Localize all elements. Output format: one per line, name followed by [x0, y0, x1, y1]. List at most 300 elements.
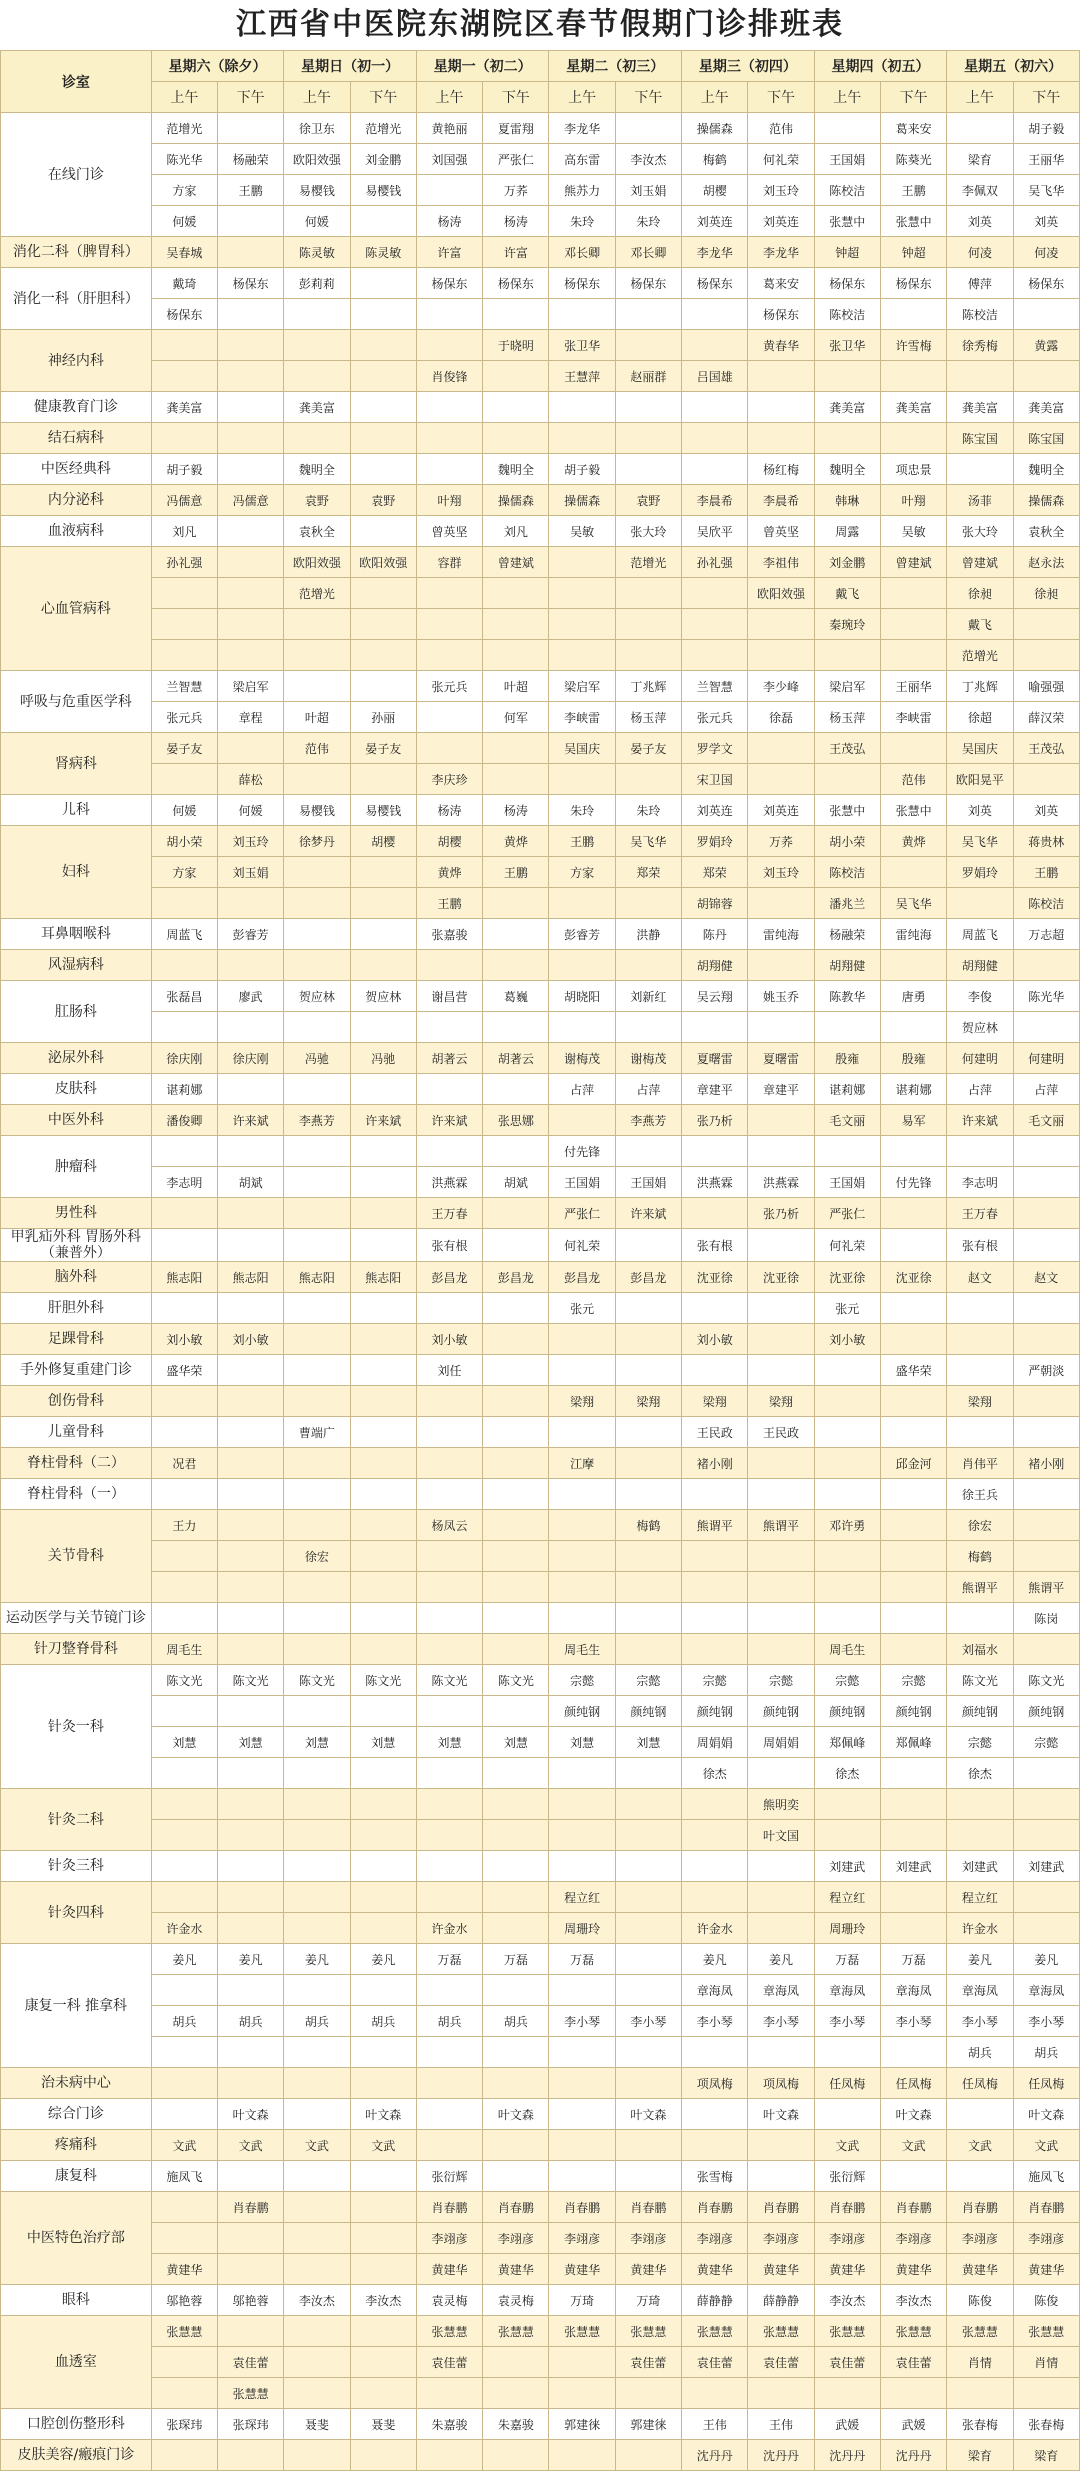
schedule-row	[1, 423, 1080, 454]
doctor-cell	[1013, 1324, 1079, 1355]
doctor-cell: 郭建徕	[549, 2409, 615, 2440]
doctor-cell: 谢昌营	[416, 981, 482, 1012]
doctor-cell: 杨融荣	[217, 144, 283, 175]
doctor-cell	[350, 1012, 416, 1043]
doctor-cell	[350, 1479, 416, 1510]
doctor-cell: 褚小刚	[682, 1448, 748, 1479]
day-header: 星期六（除夕）	[151, 51, 284, 82]
doctor-cell	[217, 1448, 283, 1479]
doctor-cell	[483, 1510, 549, 1541]
doctor-cell: 章海凤	[682, 1975, 748, 2006]
doctor-cell: 何媛	[284, 206, 350, 237]
doctor-cell	[284, 1136, 350, 1167]
doctor-cell: 李翊彦	[615, 2223, 681, 2254]
doctor-cell: 颜纯钢	[1013, 1696, 1079, 1727]
doctor-cell: 肖春鹏	[682, 2192, 748, 2223]
doctor-cell	[880, 1510, 946, 1541]
doctor-cell	[151, 2068, 217, 2099]
doctor-cell: 盛华荣	[880, 1355, 946, 1386]
dept-name: 脑外科	[1, 1262, 152, 1293]
doctor-cell: 张有根	[416, 1229, 482, 1262]
doctor-cell: 袁秋全	[284, 516, 350, 547]
doctor-cell	[748, 392, 814, 423]
doctor-cell: 黄建华	[151, 2254, 217, 2285]
doctor-cell: 易军	[880, 1105, 946, 1136]
doctor-cell: 王万春	[416, 1198, 482, 1229]
doctor-cell	[350, 2254, 416, 2285]
doctor-cell: 叶超	[284, 702, 350, 733]
doctor-cell: 严张仁	[483, 144, 549, 175]
doctor-cell: 刘新红	[615, 981, 681, 1012]
doctor-cell	[483, 1136, 549, 1167]
doctor-cell: 熊谓平	[1013, 1572, 1079, 1603]
doctor-cell: 李龙华	[549, 113, 615, 144]
doctor-cell	[483, 2130, 549, 2161]
dept-name: 皮肤美容/瘢痕门诊	[1, 2440, 152, 2471]
doctor-cell: 沈亚徐	[880, 1262, 946, 1293]
doctor-cell: 刘小敏	[682, 1324, 748, 1355]
doctor-cell: 陈文光	[1013, 1665, 1079, 1696]
doctor-cell	[814, 113, 880, 144]
doctor-cell	[350, 1167, 416, 1198]
doctor-cell	[284, 1198, 350, 1229]
doctor-cell	[682, 330, 748, 361]
doctor-cell	[151, 361, 217, 392]
doctor-cell	[814, 361, 880, 392]
doctor-cell	[549, 2037, 615, 2068]
doctor-cell: 丁兆辉	[947, 671, 1013, 702]
doctor-cell: 姜凡	[284, 1944, 350, 1975]
doctor-cell: 彭睿芳	[549, 919, 615, 950]
doctor-cell: 张大玲	[947, 516, 1013, 547]
dept-name: 消化一科（肝胆科）	[1, 268, 152, 330]
pm-header: 下午	[748, 82, 814, 113]
doctor-cell: 文武	[947, 2130, 1013, 2161]
doctor-cell	[217, 1882, 283, 1913]
doctor-cell	[151, 888, 217, 919]
doctor-cell	[1013, 1820, 1079, 1851]
doctor-cell	[814, 1417, 880, 1448]
doctor-cell: 黄建华	[947, 2254, 1013, 2285]
dept-name: 在线门诊	[1, 113, 152, 237]
doctor-cell: 任凤梅	[880, 2068, 946, 2099]
doctor-cell: 邬艳蓉	[151, 2285, 217, 2316]
doctor-cell: 梁翔	[549, 1386, 615, 1417]
doctor-cell	[549, 2161, 615, 2192]
doctor-cell: 何建明	[1013, 1043, 1079, 1074]
doctor-cell: 杨涛	[483, 795, 549, 826]
doctor-cell	[416, 1975, 482, 2006]
doctor-cell: 张春梅	[1013, 2409, 1079, 2440]
doctor-cell	[151, 578, 217, 609]
doctor-cell: 郑佩峰	[814, 1727, 880, 1758]
doctor-cell: 宗懿	[880, 1665, 946, 1696]
doctor-cell	[217, 2223, 283, 2254]
doctor-cell	[748, 1136, 814, 1167]
doctor-cell	[748, 2161, 814, 2192]
schedule-row	[1, 1198, 1080, 1229]
doctor-cell	[483, 640, 549, 671]
doctor-cell	[350, 1851, 416, 1882]
doctor-cell: 李小琴	[947, 2006, 1013, 2037]
doctor-cell	[416, 2099, 482, 2130]
doctor-cell	[615, 330, 681, 361]
schedule-row	[1, 1043, 1080, 1074]
doctor-cell: 姜凡	[682, 1944, 748, 1975]
schedule-row	[1, 671, 1080, 702]
doctor-cell: 刘慧	[350, 1727, 416, 1758]
doctor-cell	[217, 1603, 283, 1634]
pm-header: 下午	[1013, 82, 1079, 113]
schedule-row	[1, 1727, 1080, 1758]
doctor-cell	[880, 609, 946, 640]
doctor-cell	[483, 764, 549, 795]
doctor-cell: 张元兵	[151, 702, 217, 733]
doctor-cell: 何礼荣	[549, 1229, 615, 1262]
doctor-cell: 杨凤云	[416, 1510, 482, 1541]
doctor-cell	[483, 1229, 549, 1262]
doctor-cell	[880, 423, 946, 454]
doctor-cell: 许金水	[947, 1913, 1013, 1944]
doctor-cell: 刘凡	[483, 516, 549, 547]
doctor-cell: 梁启军	[217, 671, 283, 702]
doctor-cell	[217, 1417, 283, 1448]
doctor-cell	[217, 1510, 283, 1541]
schedule-row	[1, 2192, 1080, 2223]
doctor-cell: 黄建华	[416, 2254, 482, 2285]
doctor-cell	[748, 1324, 814, 1355]
dept-name: 手外修复重建门诊	[1, 1355, 152, 1386]
doctor-cell	[549, 423, 615, 454]
doctor-cell: 胡斌	[217, 1167, 283, 1198]
doctor-cell	[549, 1820, 615, 1851]
doctor-cell	[615, 299, 681, 330]
doctor-cell	[814, 640, 880, 671]
doctor-cell	[284, 2161, 350, 2192]
doctor-cell: 袁佳蕾	[814, 2347, 880, 2378]
doctor-cell	[947, 1293, 1013, 1324]
doctor-cell	[350, 516, 416, 547]
doctor-cell: 张慧慧	[748, 2316, 814, 2347]
doctor-cell	[1013, 2378, 1079, 2409]
doctor-cell	[217, 1572, 283, 1603]
doctor-cell	[880, 1603, 946, 1634]
doctor-cell	[483, 1198, 549, 1229]
doctor-cell: 李燕芳	[615, 1105, 681, 1136]
doctor-cell	[682, 392, 748, 423]
schedule-row	[1, 1012, 1080, 1043]
doctor-cell	[880, 2161, 946, 2192]
doctor-cell	[549, 1417, 615, 1448]
dept-name: 肿瘤科	[1, 1136, 152, 1198]
doctor-cell	[483, 1293, 549, 1324]
doctor-cell: 曾英坚	[748, 516, 814, 547]
dept-name: 眼科	[1, 2285, 152, 2316]
doctor-cell	[151, 1136, 217, 1167]
doctor-cell	[1013, 1012, 1079, 1043]
doctor-cell: 胡樱	[682, 175, 748, 206]
schedule-row	[1, 1789, 1080, 1820]
doctor-cell	[947, 2161, 1013, 2192]
schedule-row	[1, 609, 1080, 640]
doctor-cell: 刘慧	[483, 1727, 549, 1758]
doctor-cell: 王鹏	[549, 826, 615, 857]
doctor-cell: 程立红	[814, 1882, 880, 1913]
doctor-cell: 刘玉娟	[217, 857, 283, 888]
doctor-cell: 刘慧	[615, 1727, 681, 1758]
doctor-cell	[284, 361, 350, 392]
doctor-cell: 王鹏	[1013, 857, 1079, 888]
doctor-cell: 张春梅	[947, 2409, 1013, 2440]
doctor-cell	[880, 1229, 946, 1262]
doctor-cell: 邓长卿	[615, 237, 681, 268]
doctor-cell	[483, 1603, 549, 1634]
schedule-row	[1, 144, 1080, 175]
doctor-cell: 易樱钱	[284, 795, 350, 826]
am-header: 上午	[947, 82, 1013, 113]
doctor-cell	[682, 2130, 748, 2161]
doctor-cell	[350, 1324, 416, 1355]
doctor-cell	[880, 361, 946, 392]
dept-name: 内分泌科	[1, 485, 152, 516]
doctor-cell: 袁野	[350, 485, 416, 516]
doctor-cell: 何媛	[217, 795, 283, 826]
doctor-cell	[217, 888, 283, 919]
doctor-cell: 葛巍	[483, 981, 549, 1012]
schedule-row	[1, 1820, 1080, 1851]
schedule-row	[1, 2223, 1080, 2254]
doctor-cell	[284, 1479, 350, 1510]
doctor-cell: 方家	[151, 175, 217, 206]
doctor-cell	[1013, 1541, 1079, 1572]
doctor-cell: 梁翔	[947, 1386, 1013, 1417]
doctor-cell	[151, 2378, 217, 2409]
doctor-cell	[350, 423, 416, 454]
doctor-cell: 李翊彦	[682, 2223, 748, 2254]
pm-header: 下午	[615, 82, 681, 113]
schedule-row	[1, 1665, 1080, 1696]
doctor-cell	[151, 1851, 217, 1882]
doctor-cell: 秦琬玲	[814, 609, 880, 640]
doctor-cell	[615, 1975, 681, 2006]
doctor-cell	[217, 330, 283, 361]
doctor-cell: 肖春鹏	[217, 2192, 283, 2223]
doctor-cell: 刘慧	[151, 1727, 217, 1758]
doctor-cell: 朱玲	[615, 795, 681, 826]
doctor-cell	[814, 1136, 880, 1167]
doctor-cell: 兰智慧	[682, 671, 748, 702]
doctor-cell: 沈丹丹	[682, 2440, 748, 2471]
doctor-cell: 占萍	[615, 1074, 681, 1105]
doctor-cell: 李志明	[947, 1167, 1013, 1198]
doctor-cell: 周毛生	[549, 1634, 615, 1665]
doctor-cell: 陈文光	[284, 1665, 350, 1696]
doctor-cell	[682, 1541, 748, 1572]
doctor-cell	[217, 547, 283, 578]
doctor-cell: 傅萍	[947, 268, 1013, 299]
dept-name: 中医经典科	[1, 454, 152, 485]
doctor-cell: 付先锋	[880, 1167, 946, 1198]
doctor-cell	[880, 1634, 946, 1665]
doctor-cell	[217, 516, 283, 547]
doctor-cell	[416, 1696, 482, 1727]
doctor-cell	[284, 888, 350, 919]
doctor-cell: 李少峰	[748, 671, 814, 702]
doctor-cell	[682, 1634, 748, 1665]
doctor-cell	[350, 299, 416, 330]
doctor-cell	[748, 1229, 814, 1262]
doctor-cell: 谌莉娜	[880, 1074, 946, 1105]
doctor-cell: 沈亚徐	[748, 1262, 814, 1293]
doctor-cell: 张有根	[682, 1229, 748, 1262]
doctor-cell: 王茂弘	[1013, 733, 1079, 764]
doctor-cell	[350, 1074, 416, 1105]
doctor-cell	[217, 609, 283, 640]
doctor-cell: 于晓明	[483, 330, 549, 361]
doctor-cell	[615, 578, 681, 609]
doctor-cell	[682, 1603, 748, 1634]
doctor-cell: 钟超	[880, 237, 946, 268]
doctor-cell	[615, 1913, 681, 1944]
doctor-cell	[615, 1355, 681, 1386]
doctor-cell	[483, 1386, 549, 1417]
doctor-cell: 何媛	[151, 206, 217, 237]
schedule-row	[1, 1944, 1080, 1975]
doctor-cell: 黄春华	[748, 330, 814, 361]
doctor-cell: 杨保东	[217, 268, 283, 299]
schedule-row	[1, 702, 1080, 733]
doctor-cell: 欧阳晃平	[947, 764, 1013, 795]
doctor-cell: 刘建武	[880, 1851, 946, 1882]
doctor-cell: 魏明全	[1013, 454, 1079, 485]
pm-header: 下午	[880, 82, 946, 113]
doctor-cell	[483, 1479, 549, 1510]
doctor-cell	[682, 423, 748, 454]
doctor-cell: 谢梅茂	[549, 1043, 615, 1074]
doctor-cell: 李志明	[151, 1167, 217, 1198]
doctor-cell: 曾建斌	[880, 547, 946, 578]
doctor-cell	[350, 454, 416, 485]
doctor-cell	[151, 2223, 217, 2254]
doctor-cell: 张嘉骏	[416, 919, 482, 950]
doctor-cell	[483, 1572, 549, 1603]
doctor-cell: 何媛	[151, 795, 217, 826]
doctor-cell: 王国娟	[814, 144, 880, 175]
doctor-cell: 姜凡	[217, 1944, 283, 1975]
doctor-cell: 叶文森	[880, 2099, 946, 2130]
doctor-cell: 徐宏	[284, 1541, 350, 1572]
doctor-cell	[615, 1944, 681, 1975]
doctor-cell: 刘英连	[748, 795, 814, 826]
doctor-cell: 陈灵敏	[284, 237, 350, 268]
doctor-cell: 胡兵	[483, 2006, 549, 2037]
doctor-cell	[947, 361, 1013, 392]
doctor-cell: 胡兵	[416, 2006, 482, 2037]
doctor-cell	[880, 578, 946, 609]
doctor-cell: 潘兆兰	[814, 888, 880, 919]
doctor-cell: 颜纯钢	[880, 1696, 946, 1727]
doctor-cell	[151, 1541, 217, 1572]
doctor-cell	[151, 2192, 217, 2223]
doctor-cell: 熊明奕	[748, 1789, 814, 1820]
doctor-cell	[947, 1324, 1013, 1355]
doctor-cell: 文武	[814, 2130, 880, 2161]
doctor-cell: 刘建武	[1013, 1851, 1079, 1882]
doctor-cell	[615, 640, 681, 671]
doctor-cell	[217, 206, 283, 237]
doctor-cell	[350, 1572, 416, 1603]
doctor-cell	[880, 299, 946, 330]
doctor-cell: 周珊玲	[814, 1913, 880, 1944]
doctor-cell: 肖春鹏	[947, 2192, 1013, 2223]
doctor-cell	[284, 2223, 350, 2254]
doctor-cell: 肖情	[947, 2347, 1013, 2378]
dept-name: 脊柱骨科（二）	[1, 1448, 152, 1479]
doctor-cell	[748, 361, 814, 392]
doctor-cell	[748, 1851, 814, 1882]
doctor-cell: 章海凤	[947, 1975, 1013, 2006]
doctor-cell	[483, 1975, 549, 2006]
doctor-cell: 万磊	[549, 1944, 615, 1975]
doctor-cell: 张乃析	[682, 1105, 748, 1136]
doctor-cell	[814, 1448, 880, 1479]
doctor-cell: 章海凤	[748, 1975, 814, 2006]
doctor-cell: 陈灵敏	[350, 237, 416, 268]
doctor-cell: 李晨希	[682, 485, 748, 516]
doctor-cell	[350, 578, 416, 609]
doctor-cell: 魏明全	[284, 454, 350, 485]
schedule-row	[1, 1913, 1080, 1944]
doctor-cell	[284, 857, 350, 888]
doctor-cell	[483, 1324, 549, 1355]
doctor-cell: 章海凤	[880, 1975, 946, 2006]
doctor-cell	[880, 1541, 946, 1572]
doctor-cell: 李汝杰	[615, 144, 681, 175]
doctor-cell: 王丽华	[880, 671, 946, 702]
doctor-cell	[1013, 764, 1079, 795]
doctor-cell: 赵文	[1013, 1262, 1079, 1293]
doctor-cell	[615, 1851, 681, 1882]
doctor-cell: 洪燕霖	[416, 1167, 482, 1198]
doctor-cell: 洪燕霖	[748, 1167, 814, 1198]
doctor-cell: 胡子毅	[151, 454, 217, 485]
doctor-cell: 刘建武	[947, 1851, 1013, 1882]
schedule-row	[1, 175, 1080, 206]
schedule-row	[1, 1105, 1080, 1136]
doctor-cell: 冯驰	[284, 1043, 350, 1074]
doctor-cell	[416, 1386, 482, 1417]
doctor-cell: 刘慧	[416, 1727, 482, 1758]
doctor-cell	[217, 1758, 283, 1789]
doctor-cell	[549, 2068, 615, 2099]
doctor-cell	[549, 1789, 615, 1820]
doctor-cell: 张衍辉	[814, 2161, 880, 2192]
doctor-cell	[615, 1448, 681, 1479]
doctor-cell	[615, 2378, 681, 2409]
doctor-cell: 晏子友	[615, 733, 681, 764]
doctor-cell: 杨保东	[151, 299, 217, 330]
schedule-row	[1, 1696, 1080, 1727]
doctor-cell: 熊志阳	[151, 1262, 217, 1293]
doctor-cell: 姜凡	[1013, 1944, 1079, 1975]
doctor-cell: 杨涛	[416, 206, 482, 237]
doctor-cell: 龚美富	[1013, 392, 1079, 423]
doctor-cell: 万磊	[416, 1944, 482, 1975]
doctor-cell: 熊谓平	[947, 1572, 1013, 1603]
doctor-cell: 方家	[549, 857, 615, 888]
doctor-cell: 周珊玲	[549, 1913, 615, 1944]
doctor-cell: 宗懿	[947, 1727, 1013, 1758]
